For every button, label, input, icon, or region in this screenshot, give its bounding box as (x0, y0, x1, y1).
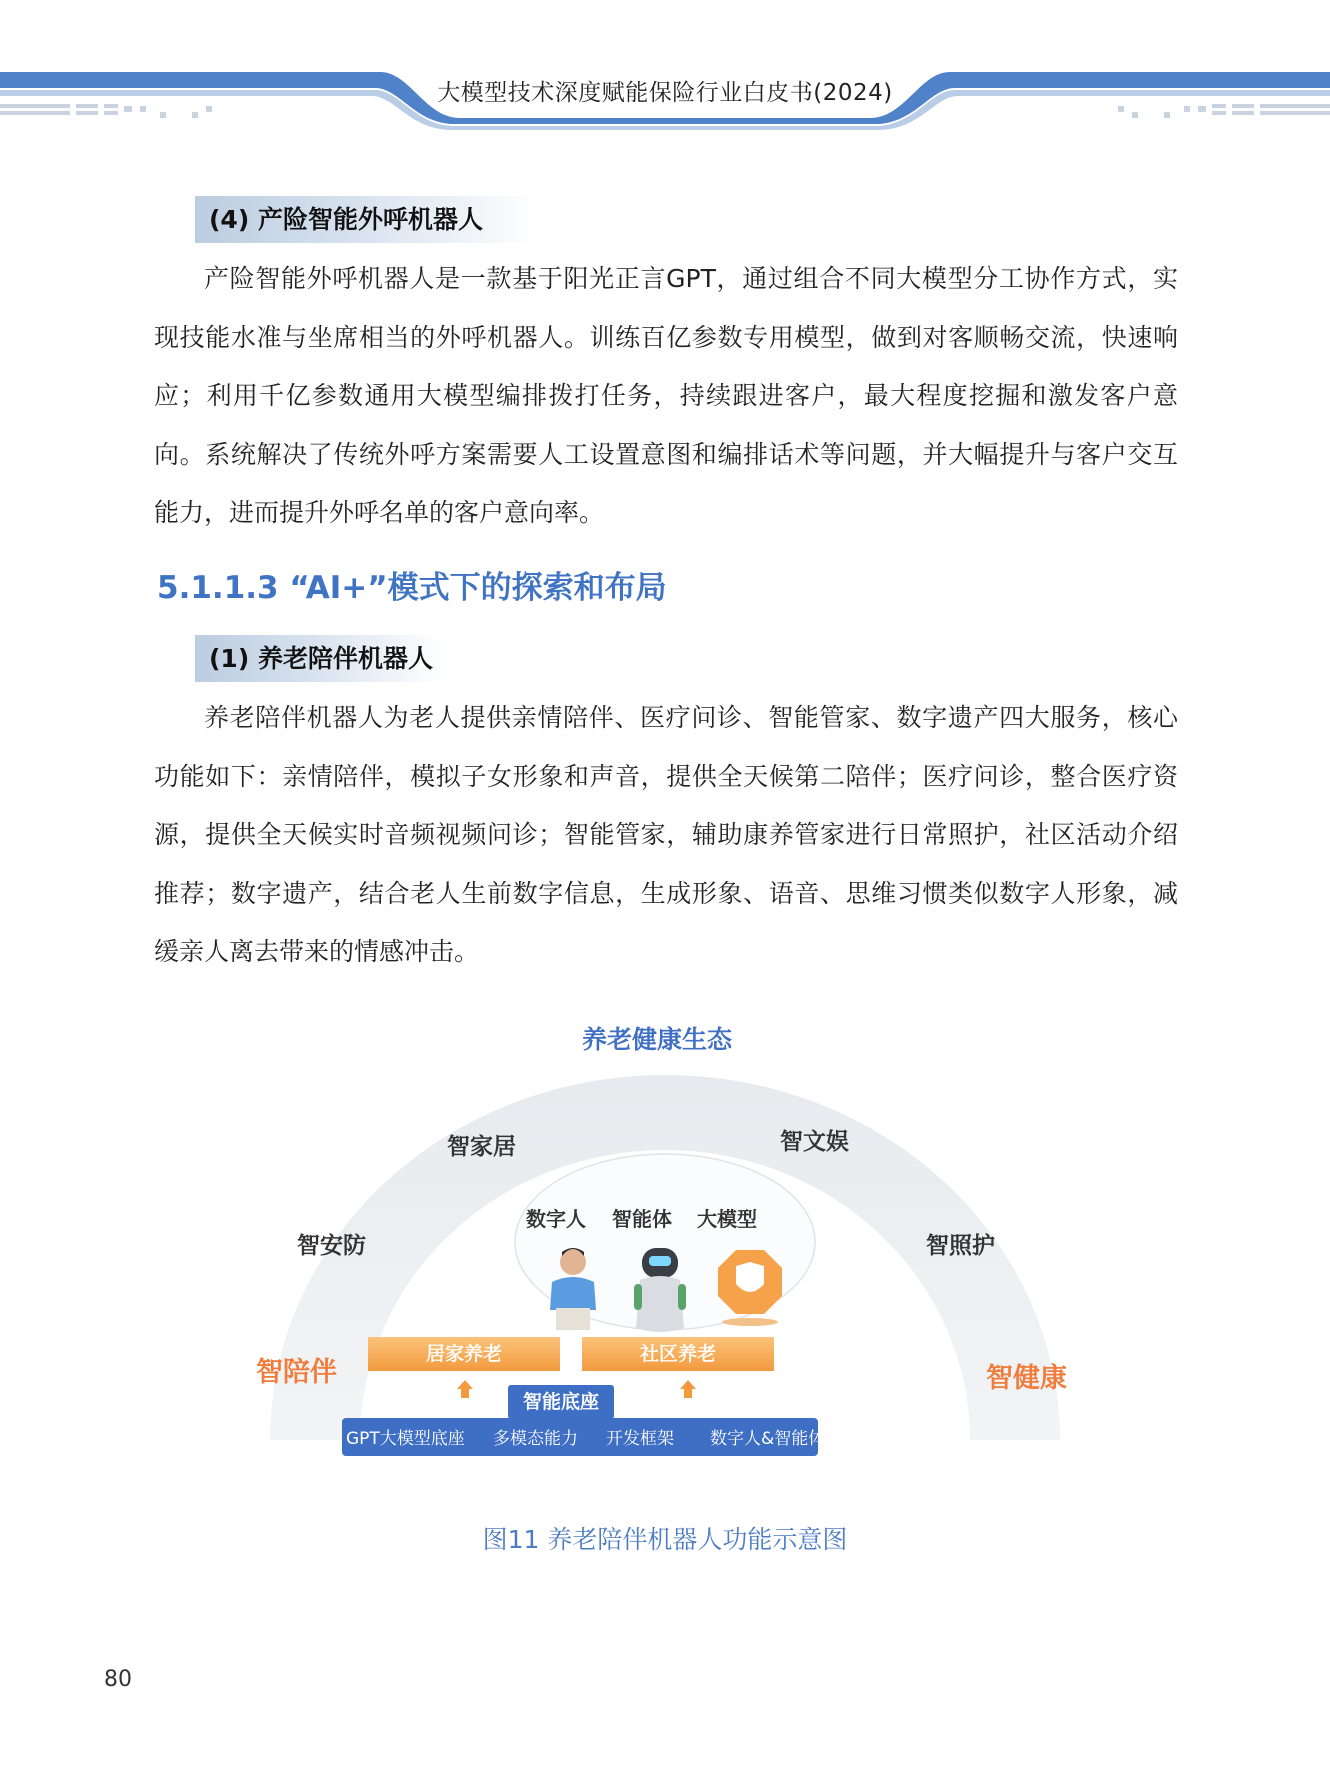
page-header (0, 0, 1330, 140)
page-number: 80 (104, 1667, 132, 1692)
paragraph-outbound-robot: 产险智能外呼机器人是一款基于阳光正言GPT，通过组合不同大模型分工协作方式，实现技能水准与坐席相当的外呼机器人。训练百亿参数专用模型，做到对客顺畅交流，快速响应；利用千亿参数通用大模型编排拨打任务，持续跟进客户，最大程度挖掘和激发客户意向。系统解决了传统外呼方案需要人工设置意图和编排话术等问题，并大幅提升与客户交互能力，进而提升外呼名单的客户意向率。 (154, 264, 1178, 527)
label-smart-health: 智健康 (986, 1363, 1067, 1394)
subsection-heading-eldercare-robot: (1) 养老陪伴机器人 (195, 635, 444, 682)
label-home-care: 居家养老 (425, 1343, 502, 1365)
label-smart-home: 智家居 (447, 1134, 516, 1160)
figure-title: 养老健康生态 (582, 1025, 733, 1054)
label-smart-entertainment: 智文娱 (780, 1129, 849, 1155)
base-item-framework: 开发框架 (606, 1429, 674, 1449)
up-arrow-icon (680, 1380, 696, 1398)
label-community-care: 社区养老 (639, 1343, 716, 1365)
base-item-multimodal: 多模态能力 (493, 1429, 578, 1449)
up-arrow-icon (457, 1380, 473, 1398)
label-large-model: 大模型 (697, 1207, 757, 1231)
section-title-ai-plus: 5.1.1.3 “AI+”模式下的探索和布局 (157, 570, 667, 606)
paragraph-eldercare-robot: 养老陪伴机器人为老人提供亲情陪伴、医疗问诊、智能管家、数字遗产四大服务，核心功能如下：亲情陪伴，模拟子女形象和声音，提供全天候第二陪伴；医疗问诊，整合医疗资源，提供全天候实时音频视频问诊；智能管家，辅助康养管家进行日常照护，社区活动介绍推荐；数字遗产，结合老人生前数字信息，生成形象、语音、思维习惯类似数字人形象，减缓亲人离去带来的情感冲击。 (154, 703, 1178, 966)
label-agent: 智能体 (612, 1207, 672, 1231)
label-smart-care: 智照护 (926, 1233, 995, 1259)
label-digital-human: 数字人 (526, 1207, 586, 1231)
header-title: 大模型技术深度赋能保险行业白皮书(2024) (437, 80, 893, 106)
label-smart-companion: 智陪伴 (256, 1357, 337, 1388)
subsection-heading-outbound-robot: (4) 产险智能外呼机器人 (195, 196, 539, 243)
figure-caption: 图11 养老陪伴机器人功能示意图 (482, 1525, 848, 1554)
base-item-gpt: GPT大模型底座 (346, 1429, 465, 1449)
label-smart-base: 智能底座 (522, 1391, 599, 1413)
header-decoration (0, 0, 1330, 140)
eldercare-ecosystem-figure (250, 1010, 1080, 1480)
label-smart-security: 智安防 (297, 1233, 366, 1259)
base-item-digital-human-agent: 数字人&智能体 (710, 1429, 826, 1449)
